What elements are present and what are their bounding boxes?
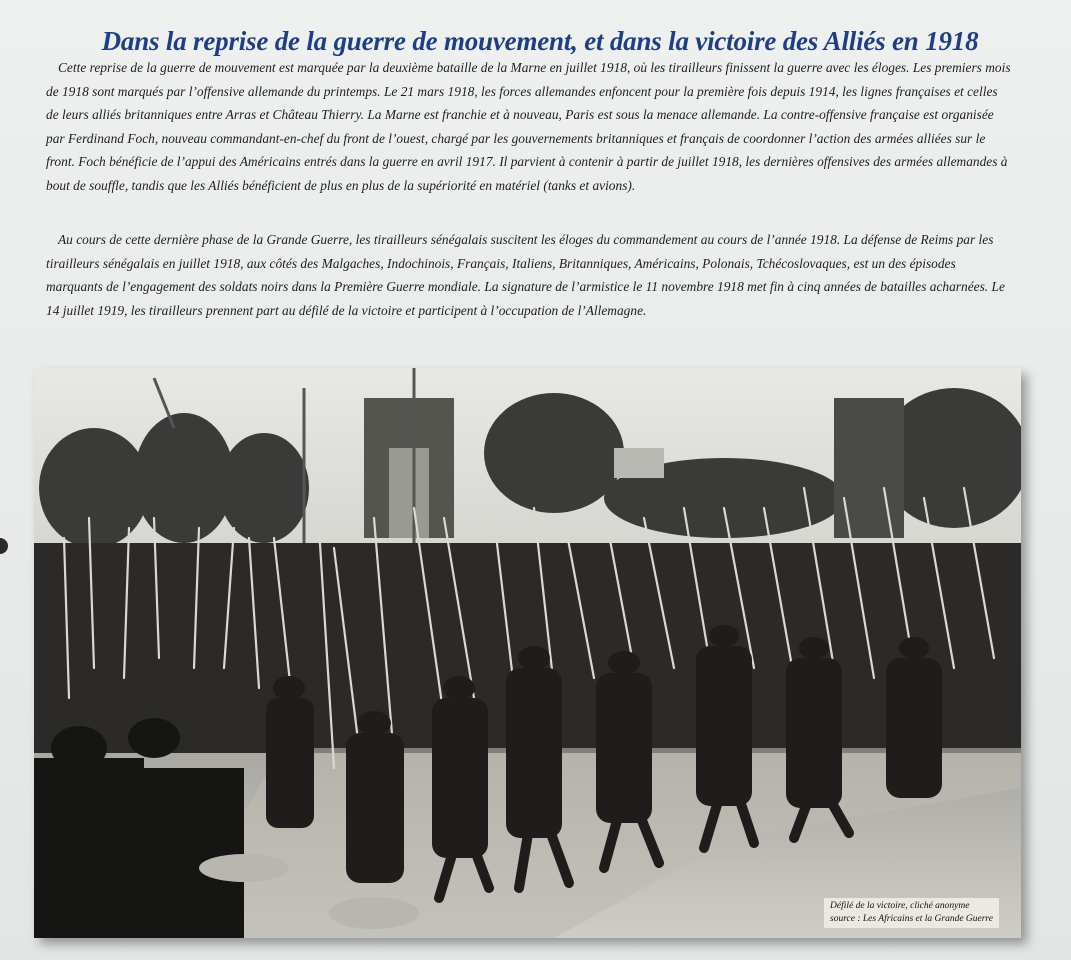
caption-line-1: Défilé de la victoire, cliché anonyme bbox=[830, 901, 970, 911]
paragraph-1: Cette reprise de la guerre de mouvement est marquée par la deuxième bataille de la Marne en juillet 1918, où les tirailleurs finissent la guerre avec les éloges. Les premiers mois de 1918 sont marqués par l’offensive allemande du printemps. Le 21 mars 1918, les forces allemandes enfoncent pour la première fois depuis 1914, les lignes françaises et celles de leurs alliés britanniques entre Arras et Château Thierry. La Marne est franchie et à nouveau, Paris est sous la menace allemande. La contre-offensive française est organisée par Ferdinand Foch, nouveau commandant-en-chef du front de l’ouest, chargé par les gouvernements britanniques et français de coordonner l’action des armées alliées sur le front. Foch bénéficie de l’appui des Américains entrés dans la guerre en avril 1917. Il parvient à contenir à partir de juillet 1918, les dernières offensives des armées allemandes à bout de souffle, tandis que les Alliés bénéficient de plus en plus de la supériorité en matériel (tanks et avions). bbox=[46, 60, 1011, 193]
historical-photo bbox=[34, 368, 1021, 938]
panel-title: Dans la reprise de la guerre de mouvement, et dans la victoire des Alliés en 1918 bbox=[101, 26, 979, 57]
paragraph-2: Au cours de cette dernière phase de la Grande Guerre, les tirailleurs sénégalais suscitent les éloges du commandement au cours de l’année 1918. La défense de Reims par les tirailleurs sénégalais en juillet 1918, aux côtés des Malgaches, Indochinois, Français, Italiens, Britanniques, Américains, Polonais, Tchécoslovaques, est un des épisodes marquants de l’engagement des soldats noirs dans la Première Guerre mondiale. La signature de l’armistice le 11 novembre 1918 met fin à cinq années de batailles acharnées. Le 14 juillet 1919, les tirailleurs prennent part au défilé de la victoire et participent à l’occupation de l’Allemagne. bbox=[46, 232, 1005, 318]
wall-fixture bbox=[0, 538, 8, 554]
photo-caption bbox=[824, 898, 999, 928]
parade-photo-illustration bbox=[34, 368, 1021, 938]
caption-line-2: source : Les Africains et la Grande Guerre bbox=[830, 914, 993, 924]
